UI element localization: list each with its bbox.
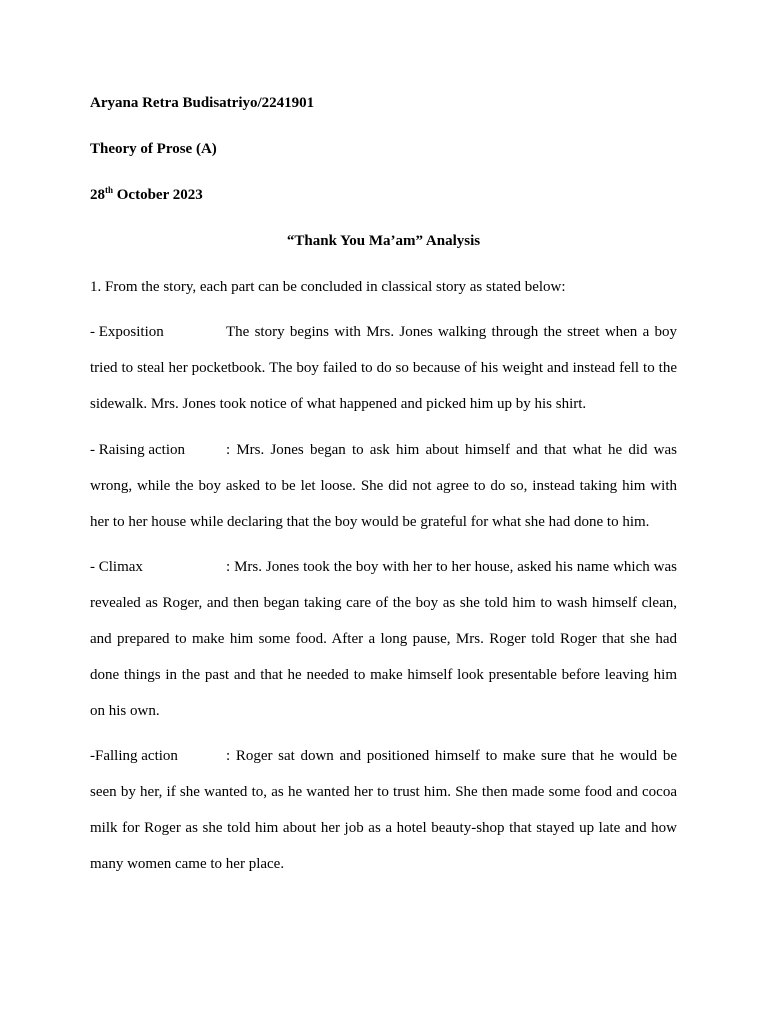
document-title: “Thank You Ma’am” Analysis — [286, 233, 481, 249]
date-rest: October 2023 — [113, 187, 203, 203]
course-line: Theory of Prose (A) — [90, 141, 217, 157]
section-paragraph — [90, 314, 677, 422]
section-paragraph — [90, 738, 677, 882]
section-text: : Mrs. Jones took the boy with her to her house, asked his name which was revealed as Roger, and then began taking care of the boy as she told him to wash himself clean, and prepared to make him some food. After a long pause, Mrs. Roger told Roger that she had done things in the past and that he needed to make himself look presentable before leaving him on his own. — [90, 559, 677, 719]
section-label: - Exposition — [90, 324, 164, 340]
section-climax — [90, 549, 677, 729]
section-text: : Mrs. Jones began to ask him about himself and that what he did was wrong, while the boy asked to be let loose. She did not agree to do so, instead taking him with her to her house while declaring that the boy would be grateful for what she had done to him. — [90, 442, 677, 530]
section-text: : Roger sat down and positioned himself to make sure that he would be seen by her, if she wanted to, as he wanted her to trust him. She then made some food and cocoa milk for Roger as she told him about her job as a hotel beauty-shop that stayed up late and how many women came to her place. — [90, 748, 677, 872]
date-day: 28 — [90, 187, 105, 203]
section-text: The story begins with Mrs. Jones walking through the street when a boy tried to steal her pocketbook. The boy failed to do so because of his weight and instead fell to the sidewalk. Mrs. Jones took notice of what happened and picked him up by his shirt. — [90, 324, 677, 412]
section-falling-action — [90, 738, 677, 882]
section-raising-action — [90, 432, 677, 540]
intro-paragraph: 1. From the story, each part can be concluded in classical story as stated below: — [90, 279, 566, 295]
section-label: - Climax — [90, 559, 143, 575]
section-label: - Raising action — [90, 442, 185, 458]
section-exposition — [90, 314, 677, 422]
date-suffix: th — [105, 185, 114, 195]
date-line — [90, 185, 203, 205]
section-paragraph — [90, 549, 677, 729]
section-paragraph — [90, 432, 677, 540]
section-label: -Falling action — [90, 748, 178, 764]
author-id-line: Aryana Retra Budisatriyo/2241901 — [90, 95, 315, 111]
